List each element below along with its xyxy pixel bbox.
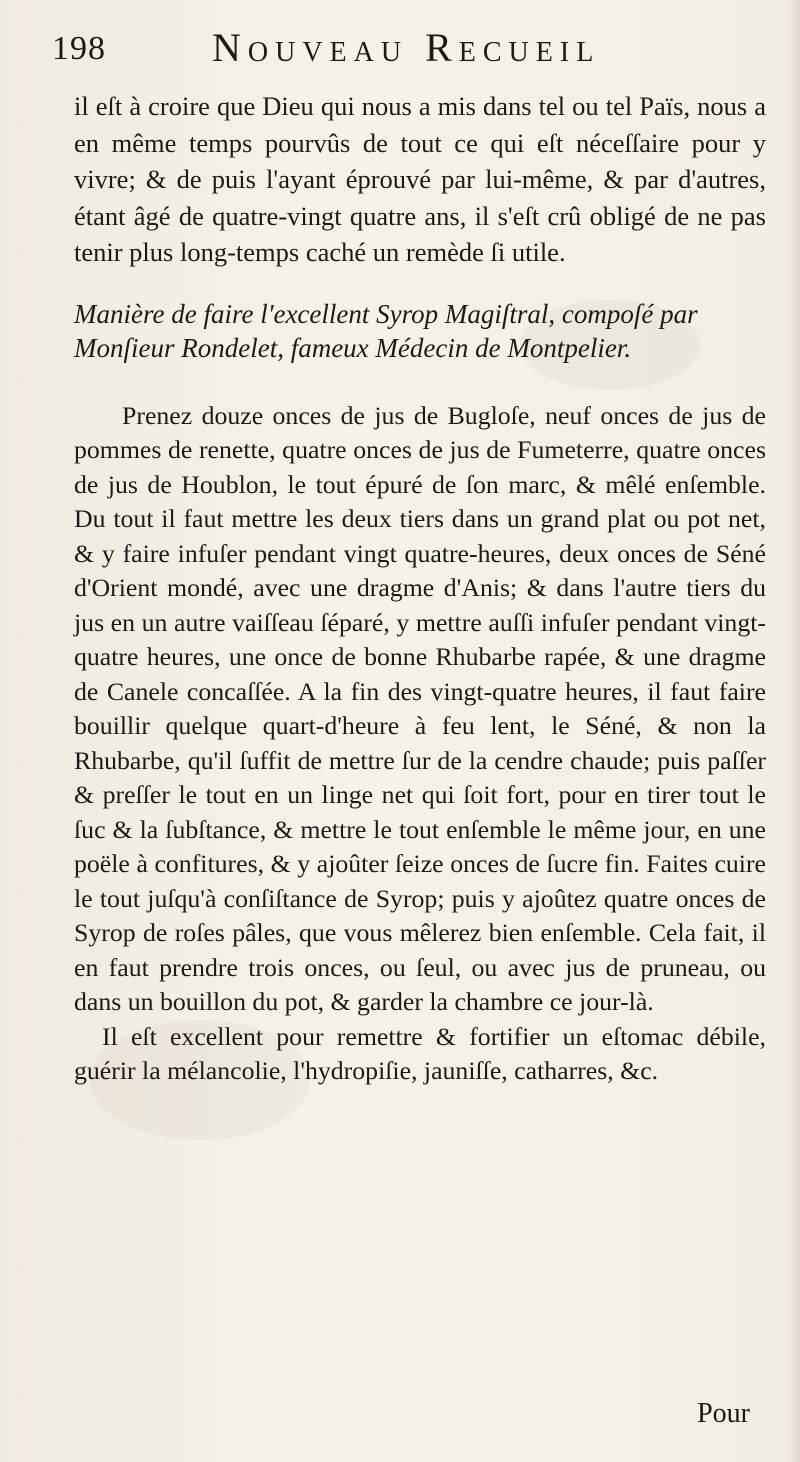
running-title: Nouveau Recueil — [212, 25, 601, 70]
page-edge-shadow — [786, 0, 800, 1462]
catchword: Pour — [697, 1398, 750, 1429]
recipe-paragraph: Il eſt excellent pour remettre & fortifier un eſtomac débile, guérir la mélancolie, l'hydropiſie, jauniſſe, catharres, &c. — [74, 1021, 766, 1085]
recipe-body — [74, 399, 766, 1089]
recipe-paragraph: Prenez douze onces de jus de Bugloſe, neuf onces de jus de pommes de renette, quatre onces de jus de Fumeterre, quatre onces de jus de Houblon, le tout épuré de ſon marc, & mêlé enſemble. Du tout il faut mettre les deux tiers dans un grand plat ou pot net, & y faire infuſer pendant vingt quatre-heures, deux onces de Séné d'Orient mondé, avec une dragme d'Anis; & dans l'autre tiers du jus en un autre vaiſſeau ſéparé, y mettre auſſi infuſer pendant vingt-quatre heures, une once de bonne Rhubarbe rapée, & une dragme de Canele concaſſée. A la fin des vingt-quatre heures, il faut faire bouillir quelque quart-d'heure à feu lent, le Séné, & non la Rhubarbe, qu'il ſuffit de mettre ſur de la cendre chaude; puis paſſer & preſſer le tout en un linge net qui ſoit fort, pour en tirer tout le ſuc & la ſubſtance, & mettre le tout enſemble le même jour, en une poële à confitures, & y ajoûter ſeize onces de ſucre fin. Faites cuire le tout juſqu'à conſiſtance de Syrop; puis y ajoûtez quatre onces de Syrop de roſes pâles, que vous mêlerez bien enſemble. Cela fait, il en faut prendre trois onces, ou ſeul, ou avec jus de pruneau, ou dans un bouillon du pot, & garder la chambre ce jour-là. — [74, 400, 766, 1016]
page-header — [52, 18, 752, 78]
page-number: 198 — [52, 30, 106, 67]
intro-paragraph: il eſt à croire que Dieu qui nous a mis dans tel ou tel Païs, nous a en même temps pourvûs de tout ce qui eſt néceſſaire pour y vivre; & de puis l'ayant éprouvé par lui-même, & par d'autres, étant âgé de quatre-vingt quatre ans, il s'eſt crû obligé de ne pas tenir plus long-temps caché un remède ſi utile. — [74, 91, 766, 267]
page-content — [74, 88, 766, 1089]
recipe-title: Manière de faire l'excellent Syrop Magiſtral, compoſé par Monſieur Rondelet, fameux Médecin de Montpelier. — [74, 298, 698, 363]
